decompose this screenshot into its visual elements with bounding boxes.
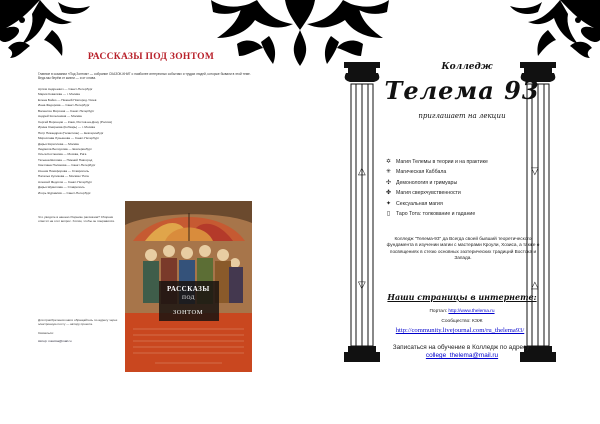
list-item: Пётр Никандров (Галактион) — Екатеринбург [38, 130, 104, 135]
list-item: Татьяна Шилова — Нижний Новгород [38, 157, 93, 162]
college-label: Колледж [441, 62, 493, 72]
course-label: Демонология и гримуары [396, 179, 458, 186]
course-label: Сексуальная магия [396, 200, 443, 207]
list-item: Алексей Федотов — Санкт-Петербург [38, 179, 93, 184]
list-item: Артём Андреевич — Санкт-Петербург [38, 87, 93, 91]
spiral-icon: ✳ [385, 169, 392, 176]
list-item: Ирина Смирнова (Кобзарь) — г. Москва [38, 125, 95, 130]
list-item [383, 157, 533, 167]
community-line: Сообщество: КЭЖ [441, 319, 483, 324]
course-label: Магия сверхчувственности [396, 190, 461, 197]
goetia-icon: ✤ [385, 190, 392, 197]
list-item: Дарья Шумилова — Ставрополь [38, 185, 85, 190]
card-icon: ▯ [386, 211, 391, 218]
list-item: Светлана Полякова — Санкт-Петербург [38, 163, 96, 168]
list-item: Сергей Воронцов — Киев, Ростов-на-Дону (Россия) [38, 119, 113, 124]
page-title: РАССКАЗЫ ПОД ЗОНТОМ [87, 52, 215, 62]
list-item: Андрей Колесников — Москва [38, 114, 82, 119]
list-item: Дарья Кириллова — Москва [38, 141, 79, 146]
list-item [383, 199, 533, 209]
invite-line: приглашает на лекции [418, 112, 506, 120]
course-label: Магическая Каббала [396, 169, 447, 176]
course-list [383, 157, 533, 219]
portal-link[interactable]: http://www.thelema.ru [448, 309, 495, 314]
list-item [383, 209, 533, 219]
list-item: Валентин Морозов — Санкт-Петербург [38, 108, 95, 113]
air-triangle-icon: △ [358, 166, 366, 177]
ornament-top-left [0, 0, 92, 72]
authors-list [38, 87, 256, 196]
list-item [383, 188, 533, 198]
purchase-note [38, 318, 124, 343]
list-item: Инна Федорова — Санкт-Петербург [38, 103, 90, 108]
swirl-icon: ✣ [385, 179, 392, 186]
enroll-email-link[interactable]: college_thelema@mail.ru [425, 352, 499, 360]
list-item [383, 178, 533, 188]
college-description: Колледж "Телема-93" да Всегда своей бывший теоретического фундамента в изучении магии с мастерами Кроули, Хозиса, а также о посвящениях в стезю основных эзотерических традиций Востока и Запада. [386, 236, 540, 261]
list-item: Игорь Журавлёв — Санкт-Петербург [38, 190, 91, 195]
book-description: Что увидите в нашем сборнике рассказов? Сборник ответит на этот вопрос. Хотим, чтобы он понравился. [38, 215, 115, 224]
enroll-text: Записаться на обучение в Колледж по адресу: [392, 344, 532, 351]
hexagram-icon: ✡ [385, 159, 392, 165]
cover-title-line3: ЗОНТОМ [173, 309, 204, 316]
contact-label: Связаться: [38, 330, 54, 335]
list-item: Елена Бойко — Нижний Новгород / Киев [38, 97, 97, 102]
purchase-text: Для приобретения книги обращайтесь по адресу через электронную почту — автору проекта. [38, 318, 118, 327]
earth-triangle-icon: ▽ [531, 166, 539, 177]
list-item: Наталья Куликова — Москва / Рига [38, 174, 89, 179]
course-label: Магия Телемы в теории и на практике [396, 159, 488, 165]
fire-triangle-icon: △ [531, 280, 539, 291]
web-heading: Наши страницы в интернете: [387, 292, 537, 302]
livejournal-link[interactable]: http://community.livejournal.com/ru_thelema93/ [395, 327, 525, 334]
enroll-note [372, 344, 552, 361]
college-name: Телема 93 [384, 76, 540, 105]
contact-email[interactable]: Автор: maxima@mail.ru [38, 338, 72, 343]
course-label: Таро Тота: толкование и гадание [396, 211, 476, 218]
water-triangle-icon: ▽ [358, 280, 366, 291]
cover-title-line1: РАССКАЗЫ [167, 285, 210, 293]
list-item [383, 167, 533, 177]
list-item: Мария Ковалёва — г. Москва [38, 92, 80, 97]
list-item: Ольга Костюкова — Москва, Рига [38, 152, 87, 157]
list-item: Людмила Белоусова — Екатеринбург [38, 146, 92, 151]
star-icon: ✦ [385, 200, 392, 207]
portal-line [372, 309, 552, 314]
list-item: Ксения Никифорова — Ставрополь [38, 168, 90, 173]
cover-title-line2: ПОД [182, 295, 195, 301]
left-column-icon [344, 62, 380, 362]
livejournal-line [360, 327, 560, 334]
portal-label: Портал: [429, 309, 448, 314]
book-cover [125, 201, 252, 372]
intro-text: Главное в сказании «Под Зонтом» — собрание СКАЗОК-КНИГ о наиболее интересных событиях и трудах людей, которые бывали в этой теме. Ведь мы берём от жизни — и от слова. [38, 72, 251, 81]
list-item: Мирослава Лукьянова — Санкт-Петербург [38, 136, 100, 141]
